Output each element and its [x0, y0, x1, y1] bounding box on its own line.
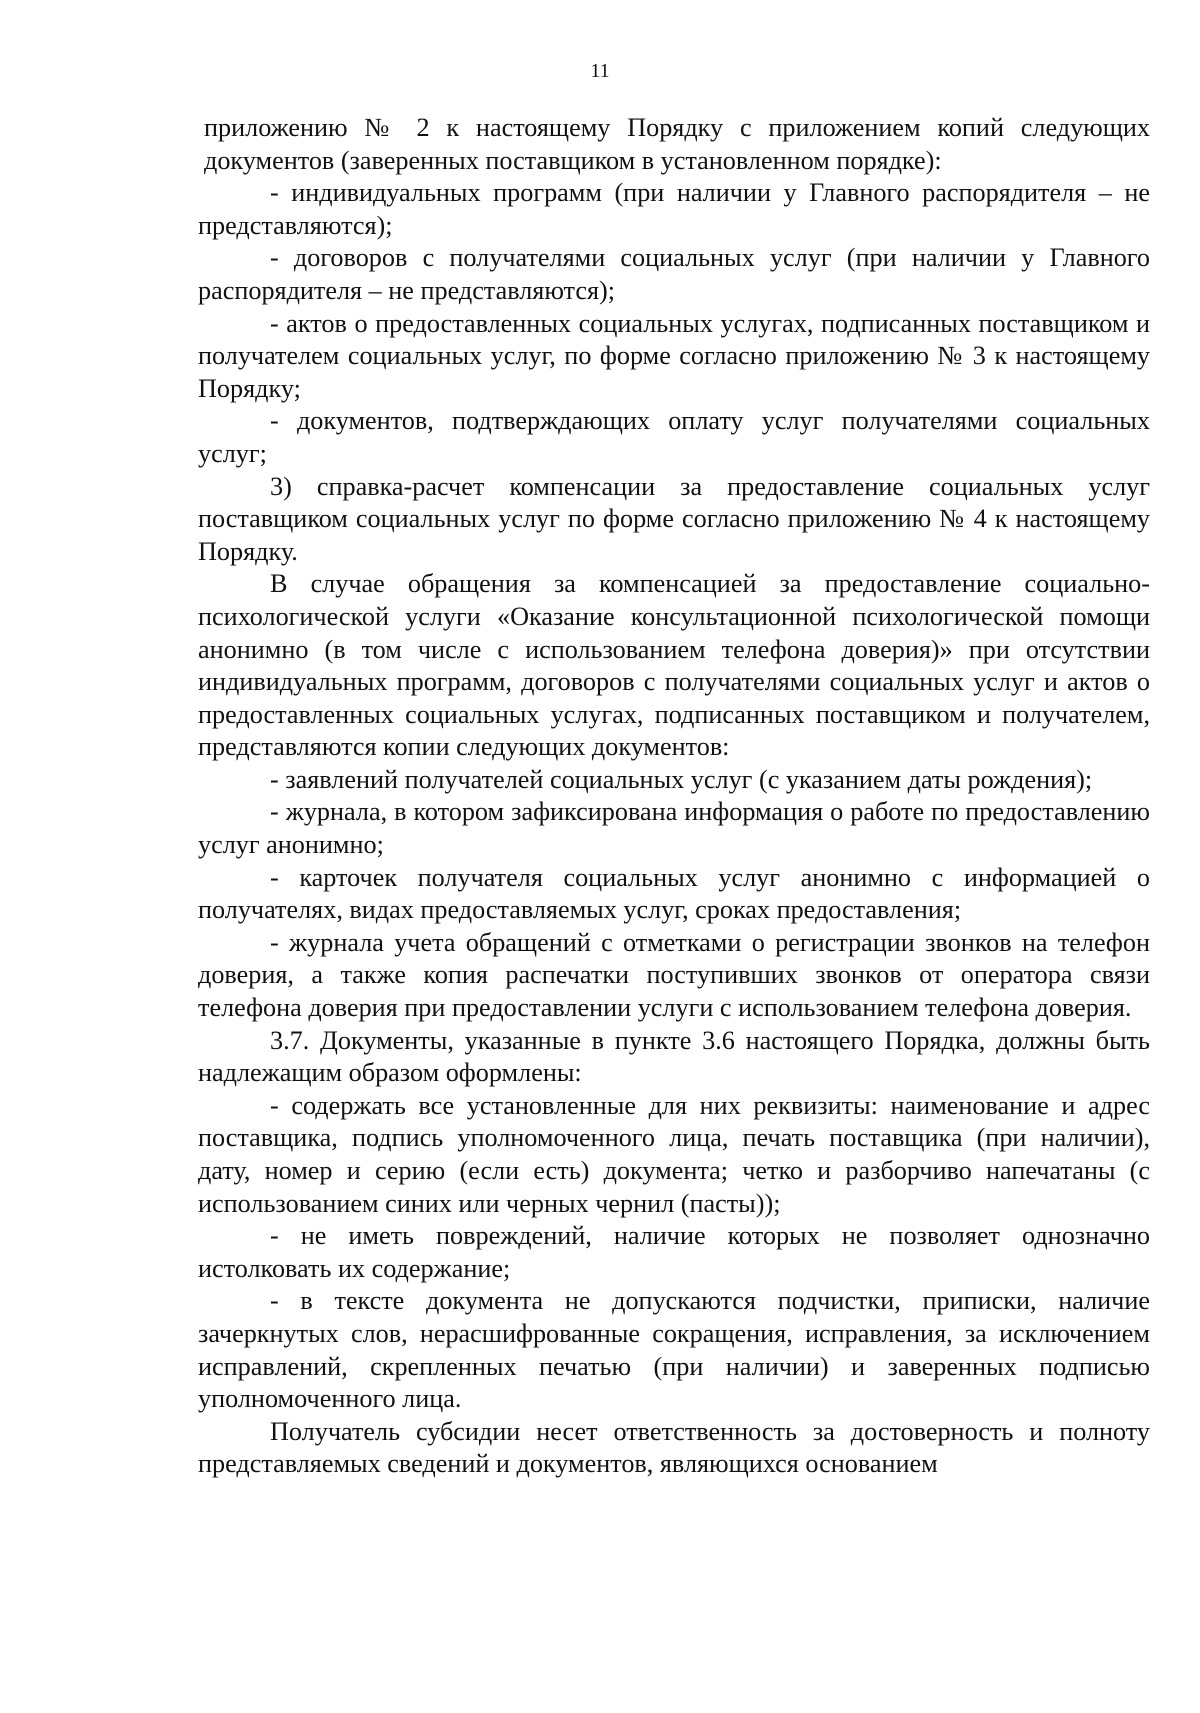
paragraph-section-3-7: 3.7. Документы, указанные в пункте 3.6 настоящего Порядка, должны быть надлежащим образом оформлены: — [198, 1025, 1150, 1088]
list-item-call-journal: - журнала учета обращений с отметками о регистрации звонков на телефон доверия, а также копия распечатки поступивших звонков от оператора связи телефона доверия при предоставлении услуги с использованием телефона доверия. — [198, 927, 1150, 1023]
list-item-acts: - актов о предоставленных социальных услугах, подписанных поставщиком и получателем социальных услуг, по форме согласно приложению № 3 к настоящему Порядку; — [198, 308, 1150, 403]
list-item-applications: - заявлений получателей социальных услуг (с указанием даты рождения); — [270, 764, 1093, 794]
list-item-no-damage: - не иметь повреждений, наличие которых не позволяет однозначно истолковать их содержание; — [198, 1221, 1150, 1283]
list-item-individual-programs: - индивидуальных программ (при наличии у Главного распорядителя – не представляются); — [198, 178, 1150, 240]
list-item-cards: - карточек получателя социальных услуг анонимно с информацией о получателях, видах предоставляемых услуг, сроках предоставления; — [198, 862, 1150, 925]
paragraph-anonymous-help: В случае обращения за компенсацией за предоставление социально-психологической услуги «Оказание консультационной психологической помощи анонимно (в том числе с использованием телефона доверия)» при отсутствии индивидуальных программ, договоров с получателями социальных услуг и актов о предоставленных социальных услугах, подписанных поставщиком и получателем, представляются копии следующих документов: — [198, 569, 1150, 762]
paragraph-continuation: приложению № 2 к настоящему Порядку с приложением копий следующих документов (заверенных поставщиком в установленном порядке): — [204, 113, 1150, 175]
list-item-contracts: - договоров с получателями социальных услуг (при наличии у Главного распорядителя – не представляются); — [198, 243, 1150, 305]
list-item-requisites: - содержать все установленные для них реквизиты: наименование и адрес поставщика, подпись уполномоченного лица, печать поставщика (при наличии), дату, номер и серию (если есть) документа; четко и разборчиво напечатаны (с использованием синих или черных чернил (пасты)); — [198, 1090, 1150, 1218]
list-item-payment-documents: - документов, подтверждающих оплату услуг получателями социальных услуг; — [198, 406, 1150, 468]
list-item-calculation-certificate: 3) справка-расчет компенсации за предоставление социальных услуг поставщиком социальных услуг по форме согласно приложению № 4 к настоящему Порядку. — [198, 471, 1150, 566]
page-number: 11 — [590, 60, 610, 82]
document-body — [198, 112, 1150, 1481]
paragraph-responsibility: Получатель субсидии несет ответственность за достоверность и полноту представляемых сведений и документов, являющихся основанием — [198, 1416, 1150, 1479]
list-item-journal: - журнала, в котором зафиксирована информация о работе по предоставлению услуг анонимно; — [198, 797, 1150, 860]
list-item-no-corrections: - в тексте документа не допускаются подчистки, приписки, наличие зачеркнутых слов, нерасшифрованные сокращения, исправления, за исключением исправлений, скрепленных печатью (при наличии) и заверенных подписью уполномоченного лица. — [198, 1286, 1150, 1414]
